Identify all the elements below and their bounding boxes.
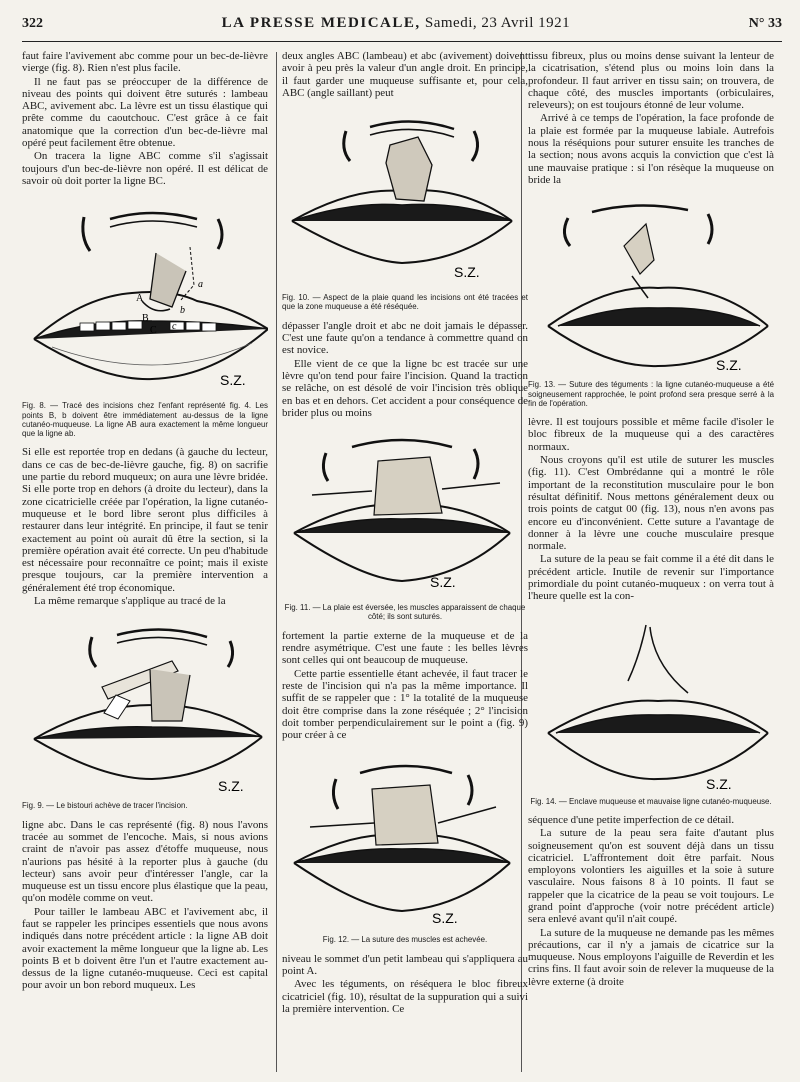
paragraph: deux angles ABC (lambeau) et abc (avivement) doivent avoir à peu près la valeur d'un angle droit. En principe, il faut garder une muqueuse suffisante et, pour cela, ABC (angle saillant) peut — [282, 50, 528, 99]
figure-8-illustration — [22, 189, 268, 399]
paragraph: On tracera la ligne ABC comme s'il s'agissait toujours d'un bec-de-lièvre non opéré. Il est délicat de savoir où doit porter la ligne BC. — [22, 150, 268, 187]
figure-10-illustration — [282, 101, 520, 291]
journal-name: LA PRESSE MEDICALE, — [221, 15, 421, 31]
figure-8-caption: Fig. 8. — Tracé des incisions chez l'enfant représenté fig. 4. Les points B, b doivent être immédiatement au-dessus de la ligne cutanéo-muqueuse. La ligne AB aura exactement la même longueur que la ligne ab. — [22, 401, 268, 439]
issue-date: Samedi, 23 Avril 1921 — [424, 15, 571, 31]
column-1 — [22, 50, 268, 1075]
paragraph: Arrivé à ce temps de l'opération, la face profonde de la plaie est formée par la muqueuse labiale. Autrefois nous la réséquions pour suturer ensuite les tranches de la section; nous avons acquis la conviction que c'est là une mauvaise pratique : si l'on résèque la muqueuse on bride la — [528, 112, 774, 186]
figure-9-illustration — [22, 609, 268, 799]
figure-12-caption: Fig. 12. — La suture des muscles est achevée. — [322, 935, 488, 945]
paragraph: tissu fibreux, plus ou moins dense suivant la lenteur de la cicatrisation, s'étend plus ou moins loin dans la profondeur. Il faut arriver en tissu sain; on trouvera, de chaque côté, des muscles importants (orbiculaires, releveurs); on est toujours étonné de leur volume. — [528, 50, 774, 112]
journal-title — [222, 15, 570, 32]
fig8-label-b: b — [180, 305, 185, 317]
paragraph: dépasser l'angle droit et abc ne doit jamais le dépasser. C'est une faute qu'on a tendance à commettre quand on est novice. — [282, 319, 528, 357]
paragraph: La suture de la peau se fait comme il a été dit dans le précédent article. Inutile de revenir sur l'importance primordiale du point cutanéo-muqueux : on verra tout à l'heure quelle est la con- — [528, 553, 774, 603]
page-number: 322 — [22, 16, 43, 31]
paragraph: fortement la partie externe de la muqueuse et de la rendre asymétrique. C'est une faute : les belles lèvres sont celles qui ont beaucoup de muqueuse. — [282, 629, 528, 667]
paragraph: La suture de la peau sera faite d'autant plus soigneusement qu'on est souvent déjà dans un tissu cicatriciel. L'affrontement doit être parfait. Nous employons volontiers les aiguilles et la soie à suture vasculaire. Nous faisons 8 à 10 points. Il faut se rappeler que la cicatrice de la peau se voit toujours. Le grand point d'approche (voir notre précédent article) sera enlevé avant qu'il n'ait coupé. — [528, 827, 774, 926]
column-3 — [528, 50, 774, 1075]
artist-signature: S.Z. — [716, 357, 742, 374]
paragraph: La même remarque s'applique au tracé de la — [34, 595, 226, 608]
page-header — [22, 15, 782, 42]
paragraph: niveau le sommet d'un petit lambeau qui s'appliquera au point A. — [282, 952, 528, 978]
artist-signature: S.Z. — [218, 778, 244, 795]
paragraph: Il ne faut pas se préoccuper de la différence de niveau des points qui doivent être suturés : lambeau ABC, avivement abc. La lèvre est un tissu élastique qui prête comme du caoutchouc. C'est grâce à ce fait anatomique que la correction d'un bec-de-lièvre mal opéré peut facilement être obtenue. — [22, 75, 268, 150]
issue-number: N° 33 — [748, 16, 782, 31]
figure-14-illustration — [528, 605, 774, 795]
figure-10-caption: Fig. 10. — Aspect de la plaie quand les incisions ont été tracées et que la zone muqueuse a été réséquée. — [282, 293, 528, 312]
figure-11-illustration — [282, 421, 520, 601]
column-rule — [276, 52, 277, 1072]
artist-signature: S.Z. — [430, 574, 456, 591]
fig8-label-a: a — [198, 279, 203, 291]
paragraph: lèvre. Il est toujours possible et même facile d'isoler le bloc fibreux de la muqueuse qui a des caractères normaux. — [528, 416, 774, 453]
artist-signature: S.Z. — [454, 264, 480, 281]
fig8-label-C: C — [150, 325, 157, 337]
paragraph: Elle vient de ce que la ligne bc est tracée sur une lèvre qu'on tend pour faire l'incision. Quand la traction se relâche, on est désolé de voir l'incision très oblique en bas et en dehors. Cet accident a pour conséquence de brider plus ou moins — [282, 357, 528, 419]
fig8-label-A: A — [136, 293, 144, 305]
paragraph: Pour tailler le lambeau ABC et l'avivement abc, il faut se rappeler les principes essentiels que nous avons indiqués dans notre précédent article : la ligne AB doit avoir exactement la même longueur que la ligne ab. Les points B et b doivent être l'un et l'autre exactement au-dessus de la ligne cutanéo-muqueuse. Ceci est capital pour avoir un bon rebord muqueux. Les — [22, 905, 268, 992]
artist-signature: S.Z. — [432, 910, 458, 927]
paragraph: faut faire l'avivement abc comme pour un bec-de-lièvre vierge (fig. 8). Rien n'est plus facile. — [22, 50, 268, 75]
artist-signature: S.Z. — [220, 372, 246, 389]
column-2 — [282, 50, 528, 1075]
paragraph: Avec les téguments, on réséquera le bloc fibreux cicatriciel (fig. 10), résultat de la suppuration qui a suivi la première intervention. Ce — [282, 978, 528, 1015]
figure-14-caption: Fig. 14. — Enclave muqueuse et mauvaise ligne cutanéo-muqueuse. — [530, 796, 772, 806]
paragraph: Nous croyons qu'il est utile de suturer les muscles (fig. 11). C'est Ombrédanne qui a montré le rôle important de la reconstitution musculaire pour le bon résultat définitif. Nous mettons généralement deux ou trois points de catgut 00 (fig. 13), nous n'en avons pas encore eu d'inconvénient. Cette suture a l'avantage de donner à la lèvre une couche musculaire presque normale. — [528, 454, 774, 553]
figure-13-caption: Fig. 13. — Suture des téguments : la ligne cutanéo-muqueuse a été soigneusement rapprochée, le point profond sera presque serré à la fin de l'opération. — [528, 380, 774, 408]
artist-signature: S.Z. — [706, 775, 732, 792]
paragraph: ligne abc. Dans le cas représenté (fig. 8) nous l'avons tracée au sommet de l'encoche. Mais, si nous avions craint de n'avoir pas assez d'étoffe muqueuse, nous n'aurions pas hésité à la reporter plus à gauche (du lecteur) sans avoir peur d'intéresser l'angle, car la muqueuse est un tissu encore plus élastique que la peau, qu'on modèle comme on veut. — [22, 818, 268, 905]
fig8-label-c: c — [172, 321, 177, 333]
figure-12-illustration — [282, 743, 520, 933]
paragraph: séquence d'une petite imperfection de ce détail. — [528, 813, 735, 826]
fig8-label-B: B — [142, 313, 149, 325]
paragraph: Si elle est reportée trop en dedans (à gauche du lecteur, dans ce cas de bec-de-lièvre gauche, fig. 8) on sacrifie une partie du rebord muqueux; on aura une lèvre bridée. Si elle porte trop en dehors (à droite du lecteur), dans la zone cicatricielle créée par l'opération, la ligne cutanéo-muqueuse et le bord libre seront plus difficiles à restaurer dans leur intégrité. En principe, il faut se tenir exactement au point où aurait dû être la section, si la première opération avait été correcte. Un peu d'habitude est nécessaire pour reconnaître ce point; mais il existe presque toujours, car la première intervention a généralement été trop économique. — [22, 446, 268, 594]
paragraph: La suture de la muqueuse ne demande pas les mêmes précautions, car il n'y a jamais de cicatrice sur la muqueuse. Nous employons l'aiguille de Reverdin et les crins fins. Il faut avoir soin de relever la muqueuse de la lèvre externe (à droite — [528, 926, 774, 988]
figure-11-caption: Fig. 11. — La plaie est éversée, les muscles apparaissent de chaque côté; ils sont suturés. — [284, 603, 526, 622]
figure-13-illustration — [528, 188, 774, 378]
paragraph: Cette partie essentielle étant achevée, il faut tracer le reste de l'incision qui n'a pas la même importance. Il suffit de se rappeler que : 1° la totalité de la muqueuse doit être comprise dans la zone réséquée ; 2° l'incision doit tomber perpendiculairement sur le point a (fig. 9) pour créer à ce — [282, 667, 528, 742]
figure-9-caption: Fig. 9. — Le bistouri achève de tracer l'incision. — [22, 801, 188, 811]
